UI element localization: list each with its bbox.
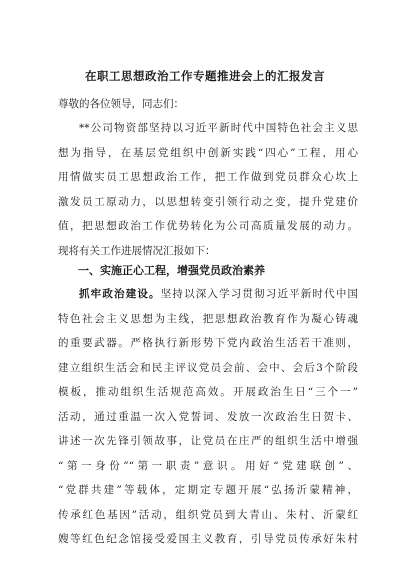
greeting: 尊敬的各位领导，同志们： xyxy=(58,98,184,110)
text-line: 值，把思想政治工作优势转化为公司高质量发展的动力。 xyxy=(58,220,358,232)
text-line: 的重要武器。严格执行新形势下党内政治生活若干准则， xyxy=(58,337,358,349)
text-line: 特色社会主义思想为主线，把思想政治教育作为凝心铸魂 xyxy=(58,312,358,325)
text-span: 坚持以深入学习贯彻习近平新时代中国 xyxy=(160,288,358,300)
text-line: “第一身份”“第一职责”意识。用好“党建联创”、 xyxy=(58,459,358,472)
text-line: 传承红色基因”活动，组织党员到大青山、朱村、沂蒙红 xyxy=(58,508,358,521)
text-line: **公司物资部坚持以习近平新时代中国特色社会主义思 xyxy=(79,122,358,134)
text-line: 激发员工原动力，以思想转变引领行动之变，提升党建价 xyxy=(58,195,358,208)
text-line: 讲述一次先锋引领故事，让党员在庄严的组织生活中增强 xyxy=(58,435,358,447)
body-paragraph xyxy=(58,282,358,552)
sub-label: 抓牢政治建设。 xyxy=(79,288,161,300)
text-line: 现将有关工作进展情况汇报如下： xyxy=(58,244,216,257)
intro-paragraph xyxy=(58,116,358,263)
document-title: 在职工思想政治工作专题推进会上的汇报发言 xyxy=(85,69,325,83)
text-line xyxy=(58,282,358,307)
text-line: 用情做实员工思想政治工作，把工作做到党员群众心坎上 xyxy=(58,171,358,183)
text-line: 模板，推动组织生活规范高效。开展政治生日“三个一” xyxy=(58,386,358,398)
section-heading: 一、实施正心工程，增强党员政治素养 xyxy=(78,264,265,277)
text-line: 建立组织生活会和民主评议党员会前、会中、会后3个阶段 xyxy=(58,361,358,374)
text-line: 活动，通过重温一次入党誓词、发放一次政治生日贺卡、 xyxy=(58,410,358,423)
text-line: “党群共建”等载体，定期定专题开展“弘扬沂蒙精神， xyxy=(58,484,358,496)
text-line: 想为指导，在基层党组织中创新实践“四心”工程，用心 xyxy=(58,146,358,159)
text-line: 嫂等红色纪念馆接受爱国主义教育，引导党员传承好朱村 xyxy=(58,533,358,545)
